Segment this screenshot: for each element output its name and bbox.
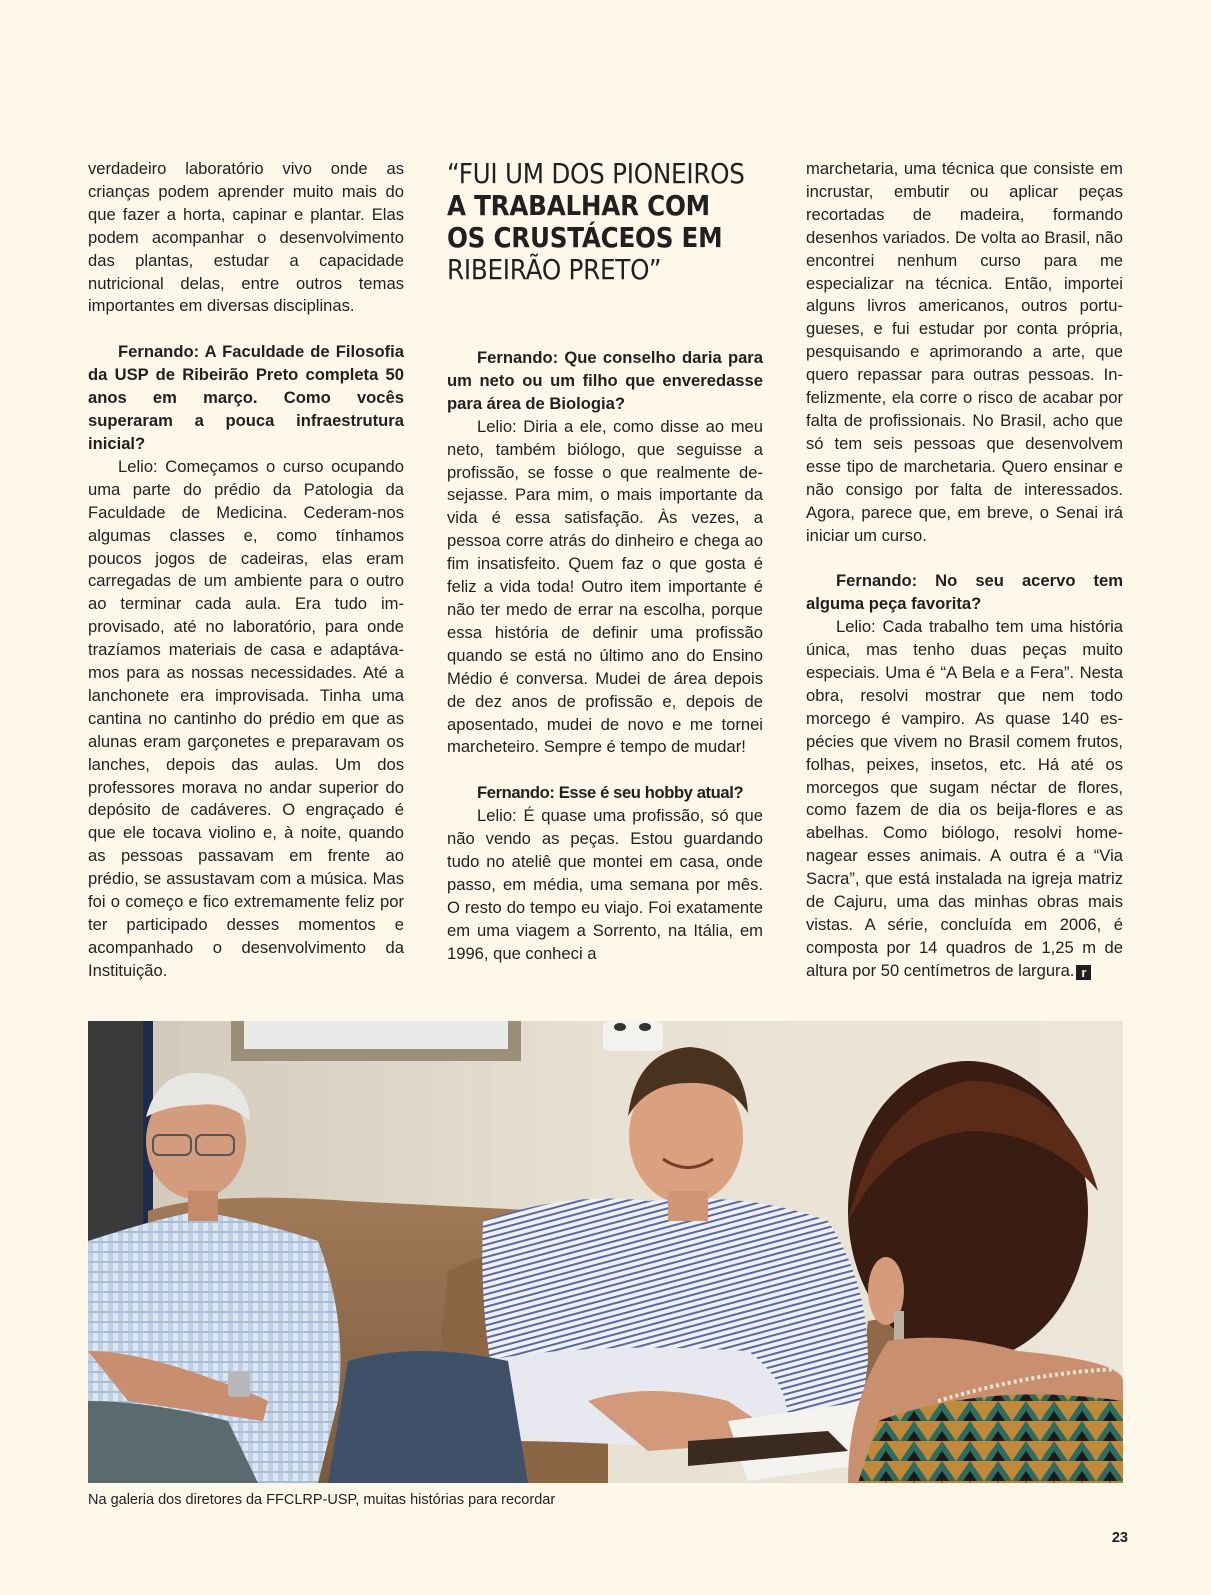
interview-answer: Lelio: Diria a ele, como disse ao meu neto, também biólogo, que seguisse a profissão, se fosse o que realmente desejasse. Para mim, o mais importante da vida é essa satisfação. Às vezes, a pessoa corre atrás do dinheiro e chega ao fim insatisfeito. Quem faz o que gosta é feliz a vida toda! Outro item importante é não ter medo de errar na escolha, porque essa história de definir uma profissão quando se está no último ano do Ensino Médio é conversa. Mudei de área depois de dez anos de profissão e, depois de aposentado, mudei de novo e me tornei marcheteiro. Sempre é tempo de mudar!	[447, 416, 763, 757]
interview-answer: Lelio: É quase uma profissão, só que não vendo as peças. Estou guardando tudo no ateliê que montei em casa, onde passo, em média, uma semana por mês. O resto do tempo eu viajo. Foi exatamente em uma viagem a Sorrento, na Itália, em 1996, que conheci a	[447, 806, 763, 963]
text-column-3	[806, 158, 1123, 983]
paragraph: verdadeiro laboratório vivo onde as crianças podem aprender muito mais do que fazer a horta, capinar e plantar. Elas podem acompanhar o desenvolvimento das plantas, estudar a capacidade nutricional delas, entre outros temas importantes em diversas disciplinas.	[88, 159, 404, 316]
pull-quote-line: OS CRUSTÁCEOS EM	[447, 221, 723, 254]
paragraph: marchetaria, uma técnica que consiste em incrustar, embutir ou aplicar peças recortadas de madeira, formando desenhos variados. De volta ao Brasil, não encontrei nenhum curso para me especializar na técnica. Então, importei alguns livros americanos, outros portugueses, e fui estudar por conta própria, pesquisando e aprimorando a arte, que quero repassar para outras pessoas. Infelizmente, ela corre o risco de acabar por falta de profissionais. No Brasil, acho que só tem seis pessoas que desenvolvem esse tipo de marchetaria. Quero ensinar e não consigo por falta de interessados. Agora, parece que, em breve, o Senai irá iniciar um curso.	[806, 159, 1123, 545]
pull-quote	[447, 158, 763, 286]
end-of-article-mark: r	[1076, 965, 1091, 980]
photo-caption: Na galeria dos diretores da FFCLRP-USP, muitas histórias para recordar	[88, 1492, 556, 1508]
text-column-1	[88, 158, 404, 983]
interview-question: Fernando: Esse é seu hobby atual?	[477, 783, 744, 803]
page-number: 23	[1111, 1530, 1128, 1546]
interview-question: Fernando: No seu acervo tem alguma peça favorita?	[806, 571, 1123, 614]
pull-quote-line: RIBEIRÃO PRETO”	[447, 253, 662, 286]
interview-photo	[88, 1021, 1123, 1483]
pull-quote-line: “FUI UM DOS PIONEIROS	[447, 157, 745, 190]
interview-answer: Lelio: Começamos o curso ocupando uma parte do prédio da Patologia da Faculdade de Medicina. Cederam-nos algumas classes e, como tínhamos poucos jogos de cadeiras, elas eram carregadas de um ambiente para o outro ao terminar cada aula. Era tudo improvisado, até no laboratório, para onde trazíamos materiais de casa e adaptávamos para as nossas necessidades. Até a lanchonete era improvisada. Tinha uma cantina no cantinho do prédio em que as alunas eram garçonetes e preparavam os lanches, depois das aulas. Um dos professores morava no andar superior do depósito de cadáveres. O engraçado é que ele tocava violino e, à noite, quando as pessoas passavam em frente ao prédio, se assustavam com a música. Mas foi o começo e fico extremamente feliz por ter participado desses momentos e acompanhado o desenvolvimento da Instituição.	[88, 456, 404, 980]
answer-text: Lelio: Cada trabalho tem uma história única, mas tenho duas peças muito especiais. Uma é “A Bela e a Fera”. Nesta obra, resolvi mostrar que nem todo morcego é vampiro. As quase 140 espécies que vivem no Brasil comem frutos, folhas, peixes, insetos, etc. Há até os morcegos que sugam néctar de flores, como fazem de dia os beija-flores e as abelhas. Como biólogo, resolvi homenagear esses animais. A outra é a “Via Sacra”, que está instalada na igreja matriz de Cajuru, uma das minhas obras mais vistas. A série, concluída em 2006, é composta por 14 quadros de 1,25 m de altura por 50 centímetros de largura.	[806, 617, 1123, 980]
interview-question: Fernando: A Faculdade de Filosofia da USP de Ribeirão Preto completa 50 anos em março. Como vocês superaram a pouca infraestrutura inicial?	[88, 342, 404, 453]
pull-quote-line: A TRABALHAR COM	[447, 189, 710, 222]
interview-question: Fernando: Que conselho daria para um neto ou um filho que enveredasse para área de Biologia?	[447, 348, 763, 413]
text-column-2	[447, 158, 763, 966]
interview-answer	[806, 616, 1123, 983]
